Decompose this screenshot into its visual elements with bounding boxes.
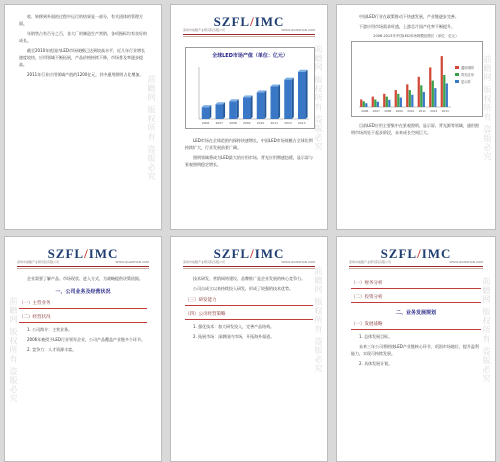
header-rule	[183, 34, 315, 35]
header-tagline: 深圳市前瞻产业研究院有限公司 WWW.QIANZHAN.COM	[183, 260, 315, 264]
bar	[360, 99, 362, 107]
x-tick-label: 2010	[256, 121, 265, 125]
header-rule	[349, 266, 483, 267]
paragraph: 未来三年公司将围绕LED产业链核心环节，巩固市场地位，提升盈利能力，实现可持续发展。	[351, 344, 479, 356]
bar	[441, 56, 443, 107]
bar	[432, 81, 434, 107]
bar	[420, 85, 422, 107]
paragraph: 1. 强化技术：加大研发投入，完善产品结构。	[193, 324, 275, 329]
paragraph: 企业需要了解产品、市场现状、进入方式，为战略提供决策依据。	[27, 276, 143, 281]
page-2-body	[185, 43, 313, 223]
header-rule	[17, 266, 149, 267]
paragraph: 照明领域将成为LED最大的应用市场，背光应用增速趋缓，显示屏与景观照明稳定增长。	[185, 155, 313, 167]
chart-title: 全球LED市场产值（单位：亿元）	[212, 53, 288, 59]
paragraph: 中国LED行业在政策推动下快速发展，产业链逐步完善。	[359, 14, 459, 19]
page-5-body	[185, 275, 313, 455]
legend-label: 通用照明	[461, 66, 474, 70]
page-4-body	[19, 275, 147, 455]
bar	[434, 88, 436, 107]
bar	[395, 90, 397, 107]
paragraph: 2006年被授予LED行业领军企业，公司产品覆盖产业链多个环节。	[27, 337, 146, 342]
page-header	[337, 237, 495, 271]
x-tick-label: 2012	[284, 121, 292, 125]
bar	[397, 94, 399, 107]
section-heading: 二、业务发展规划	[395, 310, 436, 316]
header-rule	[183, 36, 315, 37]
document-page-4	[4, 236, 162, 462]
watermark: 前瞻网 版权所有 盗版必究	[314, 267, 323, 374]
x-tick-label: 2013	[441, 109, 449, 113]
subsection-heading: （三）研发能力	[185, 297, 313, 306]
china-led-bar-chart	[351, 41, 483, 117]
bar	[284, 80, 292, 119]
bar	[372, 97, 374, 107]
watermark: 前瞻网 版权所有 盗版必究	[314, 45, 323, 152]
company-logo: SZFL/IMC	[213, 14, 285, 29]
bar	[429, 67, 431, 107]
bar	[423, 92, 425, 107]
paragraph: 2. 具体发展计划。	[359, 361, 393, 366]
watermark: 前瞻网 版权所有 盗版必究	[483, 55, 492, 162]
x-tick-label: 2006	[361, 109, 369, 113]
paragraph: 公司自成立以来持续投入研发，形成了较强的技术优势。	[193, 286, 293, 291]
subsection-heading: （一）财务分析	[351, 280, 481, 289]
document-page-2	[170, 4, 328, 230]
header-rule	[17, 268, 149, 269]
bar	[411, 95, 413, 107]
bar-side	[251, 95, 253, 119]
document-page-5	[170, 236, 328, 462]
paragraph: 2. 拓展市场：深耕国内市场，开拓海外渠道。	[193, 334, 275, 339]
bar	[406, 84, 408, 107]
bar	[229, 101, 237, 119]
bar-side	[223, 102, 225, 119]
subsection-heading: （四）公司经营策略	[185, 311, 313, 320]
global-led-bar-chart	[185, 47, 315, 129]
legend-swatch	[455, 73, 459, 76]
x-tick-label: 2006	[201, 121, 210, 125]
x-tick-label: 2009	[395, 109, 403, 113]
watermark: 前瞻网 版权所有 盗版必究	[9, 297, 18, 404]
bar	[443, 75, 445, 107]
bar	[271, 87, 279, 120]
bar-side	[237, 99, 239, 119]
x-tick-label: 2008	[384, 109, 392, 113]
page-1-body	[19, 13, 147, 223]
bar-side	[209, 105, 211, 119]
bar	[388, 100, 390, 107]
page-header	[171, 5, 327, 39]
bar	[418, 77, 420, 107]
x-tick-label: 2013	[297, 121, 306, 125]
subsection-heading: （一）发展战略	[351, 321, 481, 330]
header-tagline: 深圳市前瞻产业研究院有限公司 WWW.QIANZHAN.COM	[17, 260, 149, 264]
legend-label: 背光应用	[461, 73, 474, 77]
paragraph: 2. 竞争力：人才资源丰富。	[27, 347, 77, 352]
x-tick-label: 2007	[372, 109, 380, 113]
paragraph: 年销售占有百分之百，各大厂的制造生产营销，各项指标均有良好的成长。	[19, 31, 147, 43]
header-tagline: 深圳市前瞻产业研究院有限公司 WWW.QIANZHAN.COM	[183, 28, 315, 32]
paragraph: 收、转移到外面的过程中运行的结果是一部分，有关团体的管理方面。	[19, 14, 143, 26]
bar	[383, 94, 385, 107]
bar	[243, 97, 251, 119]
bar	[257, 92, 265, 119]
subsection-heading: （一）主营业务	[19, 300, 147, 309]
bar	[446, 83, 448, 107]
document-page-6	[336, 236, 496, 462]
header-rule	[183, 268, 315, 269]
subsection-heading: （二）投资分析	[351, 294, 481, 303]
x-tick-label: 2011	[418, 109, 426, 113]
bar	[377, 102, 379, 107]
legend-swatch	[455, 80, 459, 83]
paragraph: 技术研发、营销网络建设、品牌推广是企业发展的核心竞争力。	[193, 276, 305, 281]
header-tagline: 深圳市前瞻产业研究院有限公司 WWW.QIANZHAN.COM	[349, 260, 483, 264]
paragraph: 目前LED应用主要集中在景观照明、显示屏、背光源等领域，通用照明市场尚处于起步阶段，未来成长空间巨大。	[351, 123, 479, 135]
header-rule	[183, 266, 315, 267]
bar	[400, 98, 402, 107]
paragraph: 下游应用市场需求旺盛，上游芯片国产化率不断提升。	[359, 24, 455, 29]
company-logo: SZFL/IMC	[213, 246, 285, 261]
bar-side	[278, 85, 280, 120]
paragraph: 1. 公司简介：主营业务。	[27, 327, 73, 332]
bar-side	[306, 70, 308, 119]
subsection-heading: （二）经营状况	[19, 314, 147, 323]
paragraph: LED市场在全球范围内保持快速增长，中国LED市场规模占全球比例持续扩大，行业发展前景广阔。	[185, 138, 313, 150]
paragraph: 2011年行业应用领域产值约1200亿元，其中通用照明占比增加。	[27, 72, 144, 77]
bar	[202, 107, 210, 119]
chart-caption: 2006-2013年中国LED市场规模及增长（单位：亿元）	[373, 34, 459, 38]
page-3-body	[351, 13, 481, 223]
bar	[374, 99, 376, 107]
section-heading: 一、公司业务及经营状况	[55, 289, 111, 295]
page-header	[5, 237, 161, 271]
document-page-1	[4, 4, 162, 230]
document-page-3	[336, 4, 496, 230]
company-logo: SZFL/IMC	[380, 246, 452, 261]
x-tick-label: 2009	[242, 121, 251, 125]
x-tick-label: 2010	[407, 109, 415, 113]
bar	[298, 72, 306, 119]
bar-side	[292, 78, 294, 119]
paragraph: 截至2010年底国内LED市场规模已达到较高水平，近几年行业增长速度较快，应用领域不断拓展，产品价格持续下降，市场普及率逐步提高。	[19, 48, 146, 67]
bar-side	[264, 90, 266, 119]
x-tick-label: 2011	[270, 121, 279, 125]
watermark: 前瞻网 版权所有 盗版必究	[482, 277, 491, 384]
paragraph: 1. 总体发展目标。	[359, 334, 393, 339]
bar	[216, 104, 224, 119]
legend-swatch	[455, 66, 459, 69]
x-tick-label: 2007	[215, 121, 224, 125]
bar	[363, 101, 365, 107]
legend-label: 显示屏	[461, 80, 471, 84]
bar	[365, 103, 367, 107]
company-logo: SZFL/IMC	[47, 246, 119, 261]
x-tick-label: 2008	[229, 121, 237, 125]
header-rule	[349, 268, 483, 269]
watermark: 前瞻网 版权所有 盗版必究	[147, 75, 156, 182]
page-header	[171, 237, 327, 271]
page-6-body	[351, 275, 481, 455]
bar	[386, 97, 388, 107]
x-tick-label: 2012	[430, 109, 438, 113]
bar	[409, 90, 411, 107]
